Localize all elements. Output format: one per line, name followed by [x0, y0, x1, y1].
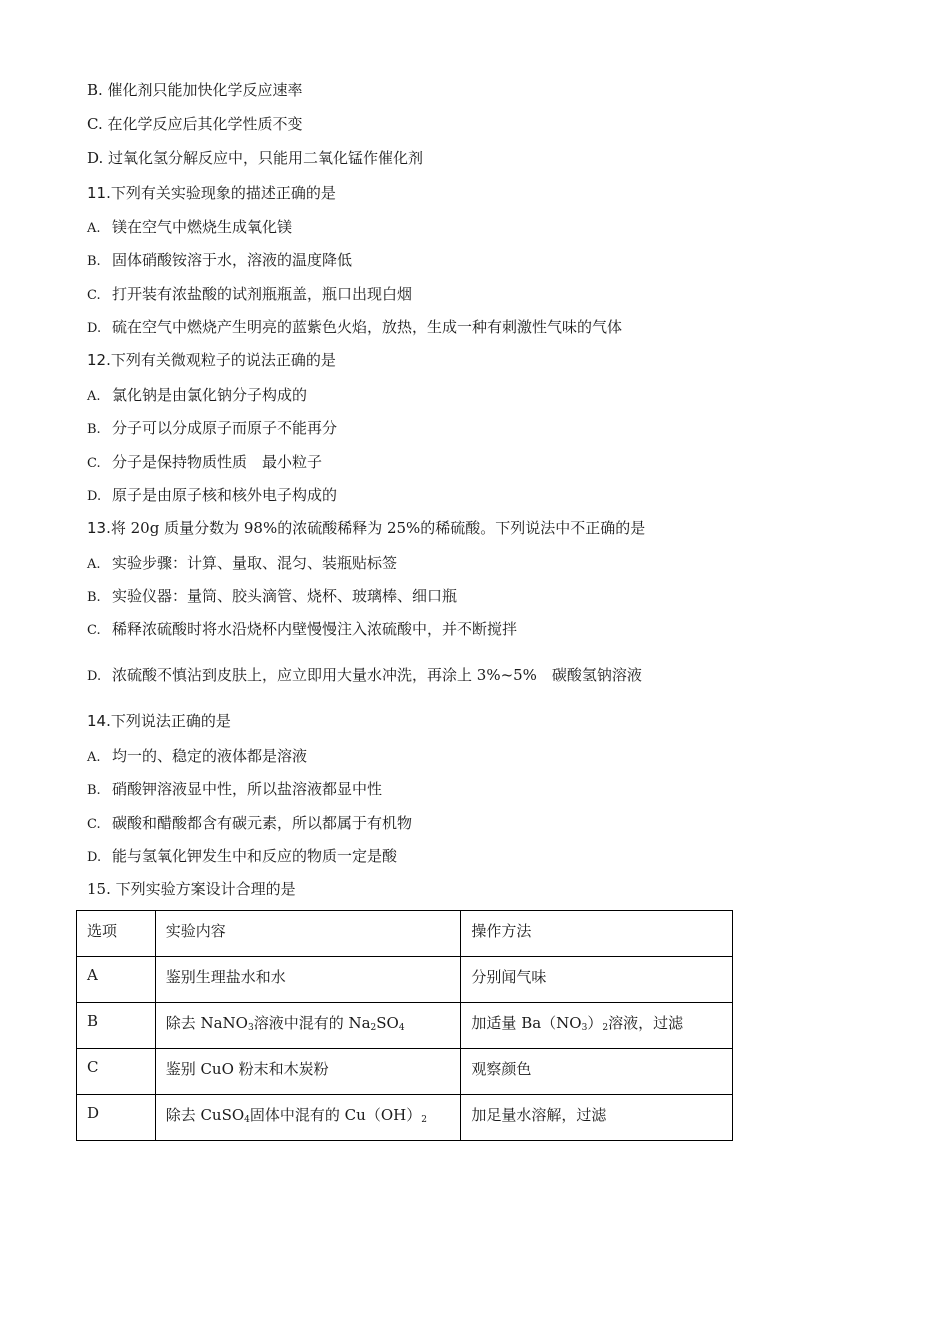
- row-method: 分别闻气味: [461, 957, 733, 1003]
- experiment-table: [76, 910, 733, 1141]
- q12-option-d: [87, 485, 337, 507]
- option-text: 硝酸钾溶液显中性，所以盐溶液都显中性: [112, 780, 383, 798]
- option-label: A.: [87, 221, 101, 236]
- option-text: 硫在空气中燃烧产生明亮的蓝紫色火焰，放热，生成一种有刺激性气味的气体: [112, 318, 623, 336]
- subscript: 3: [247, 1023, 254, 1033]
- table-row: [77, 957, 733, 1003]
- q13-number: 13.: [87, 519, 111, 537]
- subscript: 2: [370, 1023, 377, 1033]
- formula-part: 除去 NaNO: [165, 1014, 248, 1032]
- formula-part: 除去 CuSO: [165, 1106, 245, 1124]
- q14-stem: [87, 711, 231, 731]
- q13-option-d: [87, 665, 642, 687]
- q12-option-b: [87, 418, 337, 440]
- formula-part: 溶液中混有的 Na: [253, 1014, 371, 1032]
- formula-part: SO: [376, 1014, 399, 1032]
- option-label: C.: [87, 817, 101, 832]
- row-content: [155, 1095, 461, 1141]
- q11-stem: [87, 183, 336, 203]
- option-text: 实验步骤：计算、量取、混匀、装瓶贴标签: [112, 554, 398, 572]
- q14-stem-text: 下列说法正确的是: [110, 712, 231, 730]
- option-label: C.: [87, 456, 101, 471]
- q11-number: 11.: [87, 184, 111, 202]
- option-label: B.: [87, 422, 101, 437]
- option-label: D.: [87, 321, 102, 336]
- formula-part: 固体中混有的 Cu（OH）: [249, 1106, 422, 1124]
- row-option: B: [77, 1003, 156, 1049]
- option-text: 碳酸和醋酸都含有碳元素，所以都属于有机物: [112, 814, 413, 832]
- q13-stem-text: 将 20g 质量分数为 98%的浓硫酸稀释为 25%的稀硫酸。下列说法中不正确的是: [110, 519, 646, 537]
- option-label: A.: [87, 557, 101, 572]
- q11-option-b: [87, 250, 352, 272]
- q12-number: 12.: [87, 351, 111, 369]
- option-label: A.: [87, 389, 101, 404]
- subscript: 2: [421, 1115, 427, 1125]
- option-text: 稀释浓硫酸时将水沿烧杯内壁慢慢注入浓硫酸中，并不断搅拌: [112, 620, 518, 638]
- option-text: 分子可以分成原子而原子不能再分: [112, 419, 338, 437]
- formula-part: ）: [587, 1014, 603, 1032]
- q13-option-c: [87, 619, 517, 641]
- option-label: C.: [87, 288, 101, 303]
- option-text: 原子是由原子核和核外电子构成的: [112, 486, 338, 504]
- row-content: [155, 1003, 461, 1049]
- header-option: 选项: [77, 911, 156, 957]
- q13-option-a: [87, 553, 397, 575]
- subscript: 4: [244, 1115, 250, 1125]
- table-header-row: [77, 911, 733, 957]
- table-row: [77, 1095, 733, 1141]
- table-row: [77, 1003, 733, 1049]
- row-content: 鉴别生理盐水和水: [155, 957, 461, 1003]
- option-text: 均一的、稳定的液体都是溶液: [112, 747, 308, 765]
- q14-number: 14.: [87, 712, 111, 730]
- q14-option-a: [87, 746, 307, 768]
- option-label: B.: [87, 254, 101, 269]
- header-content: 实验内容: [155, 911, 461, 957]
- option-label: B.: [87, 590, 101, 605]
- option-label: A.: [87, 750, 101, 765]
- q12-option-a: [87, 385, 307, 407]
- q14-option-c: [87, 813, 412, 835]
- option-text: 分子是保持物质性质 最小粒子: [112, 453, 323, 471]
- table-row: [77, 1049, 733, 1095]
- option-label: C.: [87, 623, 101, 638]
- q10-option-b: B. 催化剂只能加快化学反应速率: [87, 81, 303, 99]
- q14-option-b: [87, 779, 382, 801]
- q12-stem: [87, 350, 336, 370]
- option-text: 打开装有浓盐酸的试剂瓶瓶盖，瓶口出现白烟: [112, 285, 413, 303]
- formula-part: 溶液，过滤: [608, 1014, 684, 1032]
- q11-stem-text: 下列有关实验现象的描述正确的是: [110, 184, 336, 202]
- subscript: 3: [581, 1023, 588, 1033]
- option-text: 氯化钠是由氯化钠分子构成的: [112, 386, 308, 404]
- q11-option-c: [87, 284, 412, 306]
- subscript: 4: [398, 1023, 405, 1033]
- row-method: 观察颜色: [461, 1049, 733, 1095]
- option-text: 镁在空气中燃烧生成氧化镁: [112, 218, 293, 236]
- q11-option-d: [87, 317, 622, 339]
- q10-option-d: D. 过氧化氢分解反应中，只能用二氧化锰作催化剂: [87, 149, 424, 167]
- q15-stem: 15. 下列实验方案设计合理的是: [87, 880, 296, 898]
- q13-option-b: [87, 586, 457, 608]
- row-option: C: [77, 1049, 156, 1095]
- option-text: 固体硝酸铵溶于水，溶液的温度降低: [112, 251, 353, 269]
- row-content: 鉴别 CuO 粉末和木炭粉: [155, 1049, 461, 1095]
- option-label: D.: [87, 489, 102, 504]
- option-text: 浓硫酸不慎沾到皮肤上，应立即用大量水冲洗，再涂上 3%~5% 碳酸氢钠溶液: [112, 666, 642, 684]
- q12-stem-text: 下列有关微观粒子的说法正确的是: [110, 351, 336, 369]
- option-text: 实验仪器：量筒、胶头滴管、烧杯、玻璃棒、细口瓶: [112, 587, 458, 605]
- row-option: A: [77, 957, 156, 1003]
- option-label: D.: [87, 669, 102, 684]
- row-method: 加足量水溶解，过滤: [461, 1095, 733, 1141]
- q12-option-c: [87, 452, 322, 474]
- q11-option-a: [87, 217, 292, 239]
- formula-part: 加适量 Ba（NO: [471, 1014, 582, 1032]
- row-method: [461, 1003, 733, 1049]
- row-option: D: [77, 1095, 156, 1141]
- option-label: B.: [87, 783, 101, 798]
- option-text: 能与氢氧化钾发生中和反应的物质一定是酸: [112, 847, 398, 865]
- option-label: D.: [87, 850, 102, 865]
- header-method: 操作方法: [461, 911, 733, 957]
- q10-option-c: C. 在化学反应后其化学性质不变: [87, 115, 303, 133]
- q14-option-d: [87, 846, 397, 868]
- subscript: 2: [602, 1023, 609, 1033]
- q13-stem: [87, 518, 645, 538]
